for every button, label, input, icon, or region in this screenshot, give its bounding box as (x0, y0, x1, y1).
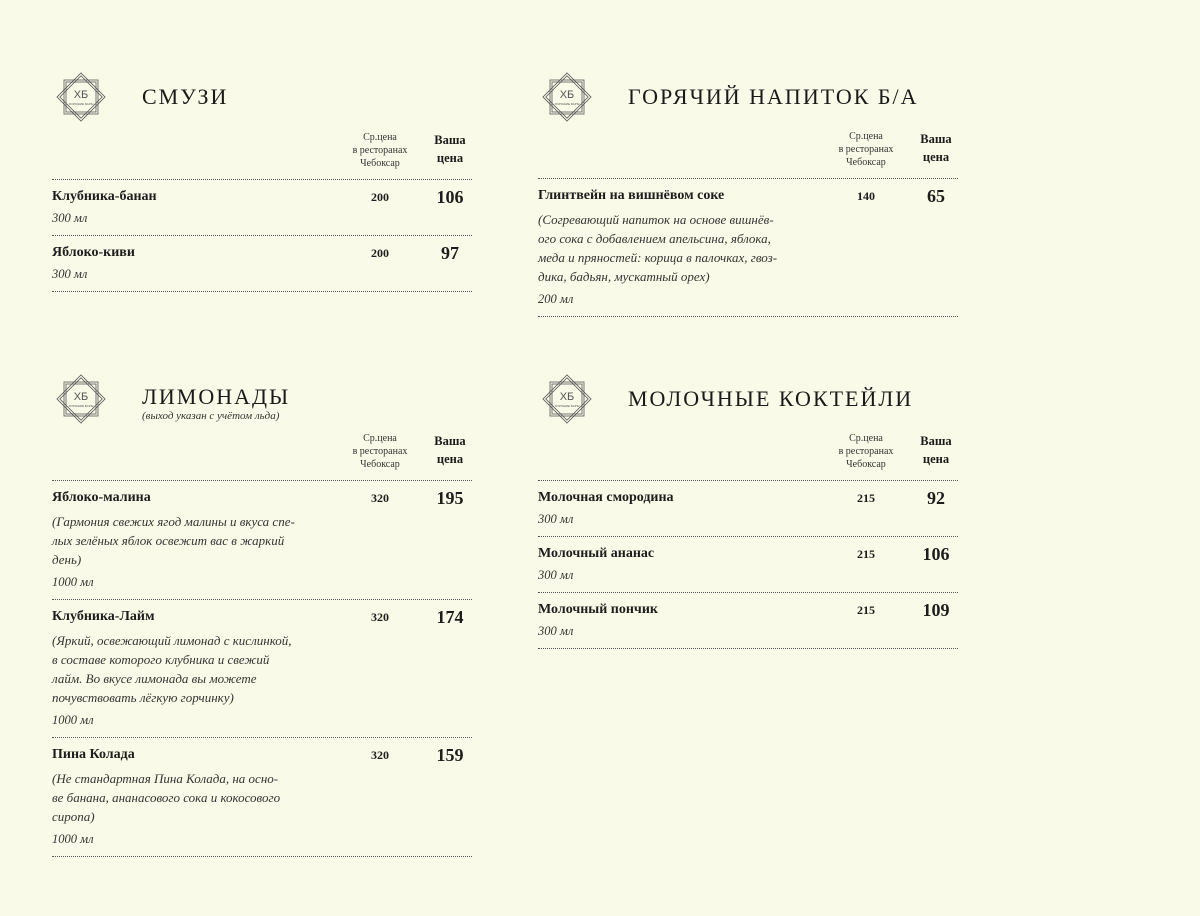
item-volume: 200 мл (538, 292, 574, 306)
section-lemonades (52, 370, 472, 857)
item-price: 174 (436, 607, 464, 627)
menu-item (52, 600, 472, 737)
svg-text:ХОРОШИЕ БАРЫ: ХОРОШИЕ БАРЫ (68, 102, 94, 106)
svg-text:ХОРОШИЕ БАРЫ: ХОРОШИЕ БАРЫ (554, 404, 580, 408)
svg-text:ХБ: ХБ (73, 89, 89, 101)
item-description: (Согревающий напиток на основе вишнёв- ого сока с добавлением апельсина, яблока, меда и пряностей: корица в палочках, гвоз- дика, бадьян, мускатный орех) (538, 212, 778, 284)
menu-item (52, 738, 472, 856)
item-name: Яблоко-киви (52, 245, 135, 260)
item-name: Клубника-Лайм (52, 609, 155, 624)
divider (52, 856, 472, 857)
svg-text:ХОРОШИЕ БАРЫ: ХОРОШИЕ БАРЫ (68, 404, 94, 408)
item-volume: 300 мл (538, 568, 574, 582)
item-avg-price: 140 (857, 189, 875, 203)
item-avg-price: 320 (371, 748, 389, 762)
section-milkshakes (538, 370, 958, 649)
item-name: Яблоко-малина (52, 490, 151, 505)
your-price-header: Ваша цена (920, 434, 952, 466)
section-hot-drink (538, 68, 958, 317)
section-title: ЛИМОНАДЫ (142, 384, 291, 409)
avg-price-header: Ср.цена в ресторанах Чебоксар (352, 433, 408, 470)
section-subtitle: (выход указан с учётом льда) (142, 410, 280, 422)
item-volume: 300 мл (538, 512, 574, 526)
logo-icon (52, 370, 110, 428)
column-headers (538, 130, 958, 178)
item-avg-price: 320 (371, 491, 389, 505)
item-price: 106 (436, 187, 464, 207)
svg-text:ХБ: ХБ (559, 391, 575, 403)
menu-item (52, 180, 472, 235)
item-description: (Яркий, освежающий лимонад с кислинкой, в составе которого клубника и свежий лайм. Во вкусе лимонада вы можете почувствовать лёгкую горчинку) (52, 633, 292, 705)
svg-text:ХБ: ХБ (73, 391, 89, 403)
your-price-header: Ваша цена (434, 133, 466, 165)
item-description: (Не стандартная Пина Колада, на осно- ве банана, ананасового сока и кокосового сиропа) (52, 771, 281, 824)
logo-icon (538, 370, 596, 428)
section-title: СМУЗИ (142, 84, 229, 109)
section-title: ГОРЯЧИЙ НАПИТОК Б/А (628, 84, 919, 109)
item-price: 109 (922, 600, 950, 620)
item-avg-price: 215 (857, 547, 875, 561)
menu-item (538, 593, 958, 648)
your-price-header: Ваша цена (920, 132, 952, 164)
item-price: 106 (922, 544, 950, 564)
item-volume: 1000 мл (52, 575, 94, 589)
logo-icon (538, 68, 596, 126)
menu-item (538, 537, 958, 592)
item-name: Пина Колада (52, 747, 135, 762)
item-avg-price: 320 (371, 610, 389, 624)
item-volume: 300 мл (52, 211, 88, 225)
item-name: Глинтвейн на вишнёвом соке (538, 188, 725, 203)
divider (52, 291, 472, 292)
item-price: 195 (436, 488, 464, 508)
item-description: (Гармония свежих ягод малины и вкуса спе- лых зелёных яблок освежит вас в жаркий день) (52, 514, 295, 567)
menu-item (538, 179, 958, 316)
item-name: Молочный пончик (538, 602, 658, 617)
item-price: 159 (436, 745, 464, 765)
divider (538, 648, 958, 649)
item-price: 65 (927, 186, 945, 206)
column-headers (52, 131, 472, 179)
item-name: Клубника-банан (52, 189, 157, 204)
column-headers (538, 432, 958, 480)
your-price-header: Ваша цена (434, 434, 466, 466)
svg-text:ХОРОШИЕ БАРЫ: ХОРОШИЕ БАРЫ (554, 102, 580, 106)
item-volume: 1000 мл (52, 713, 94, 727)
svg-text:ХБ: ХБ (559, 89, 575, 101)
divider (538, 316, 958, 317)
item-avg-price: 215 (857, 491, 875, 505)
section-title: МОЛОЧНЫЕ КОКТЕЙЛИ (628, 386, 914, 411)
item-avg-price: 200 (371, 190, 389, 204)
item-price: 92 (927, 488, 945, 508)
logo-icon (52, 68, 110, 126)
item-price: 97 (441, 243, 459, 263)
avg-price-header: Ср.цена в ресторанах Чебоксар (838, 131, 894, 168)
item-name: Молочный ананас (538, 546, 655, 561)
menu-item (52, 481, 472, 599)
item-avg-price: 215 (857, 603, 875, 617)
avg-price-header: Ср.цена в ресторанах Чебоксар (352, 132, 408, 169)
menu-item (538, 481, 958, 536)
item-avg-price: 200 (371, 246, 389, 260)
section-smoothie (52, 68, 472, 292)
menu-item (52, 236, 472, 291)
item-name: Молочная смородина (538, 490, 674, 505)
item-volume: 300 мл (52, 267, 88, 281)
item-volume: 300 мл (538, 624, 574, 638)
item-volume: 1000 мл (52, 832, 94, 846)
avg-price-header: Ср.цена в ресторанах Чебоксар (838, 433, 894, 470)
column-headers (52, 432, 472, 480)
